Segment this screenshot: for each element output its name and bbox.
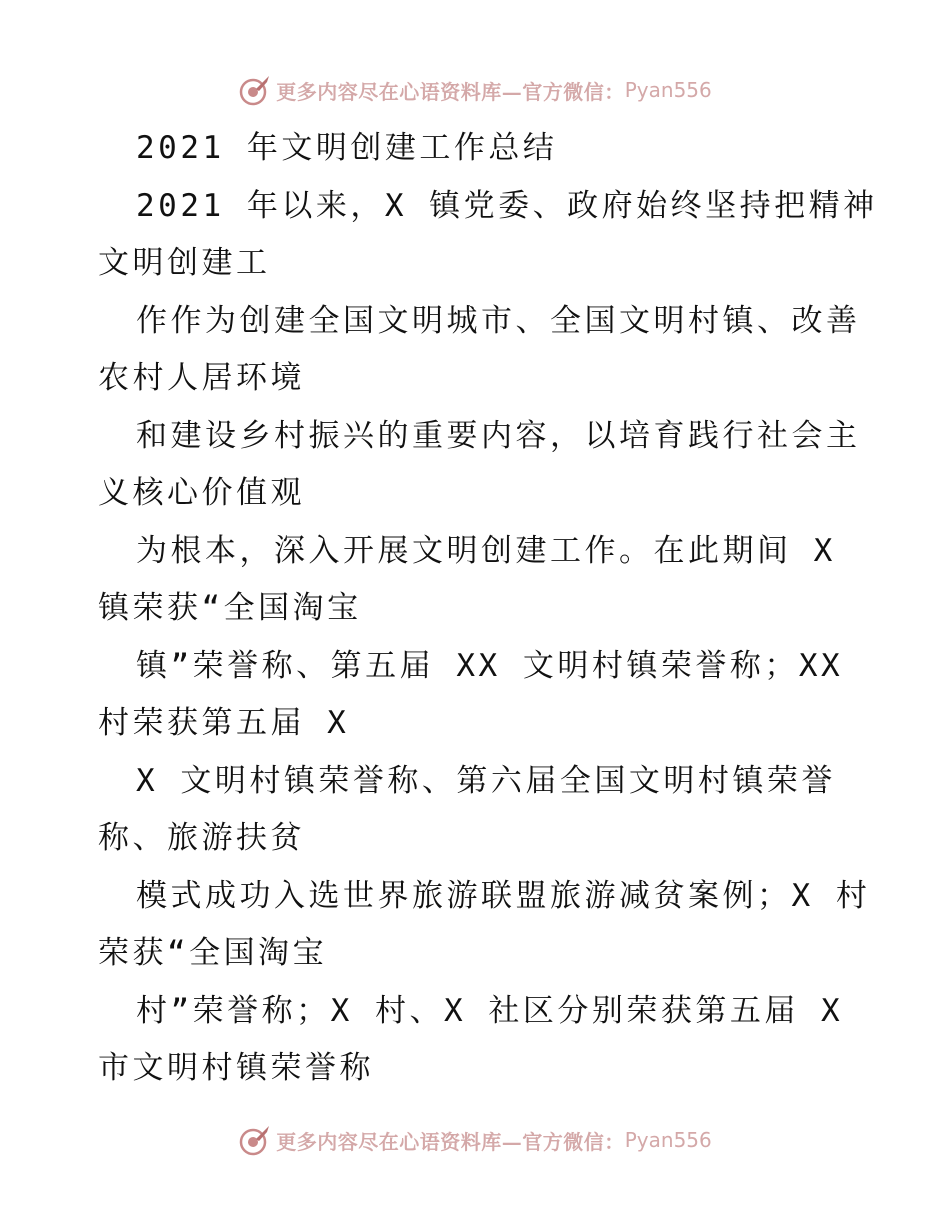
watermark-text: 更多内容尽在心语资料库—官方微信： — [276, 79, 625, 104]
paragraph-line: 市文明村镇荣誉称 — [98, 1050, 374, 1086]
paragraph-line: 作作为创建全国文明城市、全国文明村镇、改善 — [136, 302, 861, 339]
watermark-footer — [0, 1120, 950, 1160]
paragraph-line: 村”荣誉称；X 村、X 社区分别荣获第五届 X — [136, 992, 844, 1029]
watermark-text: 更多内容尽在心语资料库—官方微信： — [276, 1129, 625, 1154]
paragraph-line: 文明创建工 — [98, 245, 271, 281]
document-body — [98, 120, 878, 1098]
paragraph-line: 村荣获第五届 X — [98, 705, 350, 741]
paragraph-line: 称、旅游扶贫 — [98, 820, 305, 856]
paragraph-line: 模式成功入选世界旅游联盟旅游减贫案例；X 村 — [136, 877, 871, 914]
paragraph-line: 镇荣获“全国淘宝 — [98, 590, 362, 626]
watermark-wechat-id: Pyan556 — [624, 1128, 712, 1152]
paragraph-line: 荣获“全国淘宝 — [98, 935, 328, 971]
paragraph-line: 和建设乡村振兴的重要内容，以培育践行社会主 — [136, 417, 861, 454]
paragraph-line: 为根本，深入开展文明创建工作。在此期间 X — [136, 532, 836, 569]
paragraph-line: 义核心价值观 — [98, 475, 305, 511]
quill-logo-icon — [238, 1123, 272, 1157]
paragraph-line: 2021 年以来，X 镇党委、政府始终坚持把精神 — [136, 187, 878, 224]
watermark-header — [0, 70, 950, 110]
paragraph-line: 农村人居环境 — [98, 360, 305, 396]
watermark-wechat-id: Pyan556 — [624, 78, 712, 102]
document-title: 2021 年文明创建工作总结 — [136, 130, 558, 166]
paragraph-line: 镇”荣誉称、第五届 XX 文明村镇荣誉称；XX — [136, 647, 844, 684]
paragraph-line: X 文明村镇荣誉称、第六届全国文明村镇荣誉 — [136, 762, 836, 799]
quill-logo-icon — [238, 73, 272, 107]
